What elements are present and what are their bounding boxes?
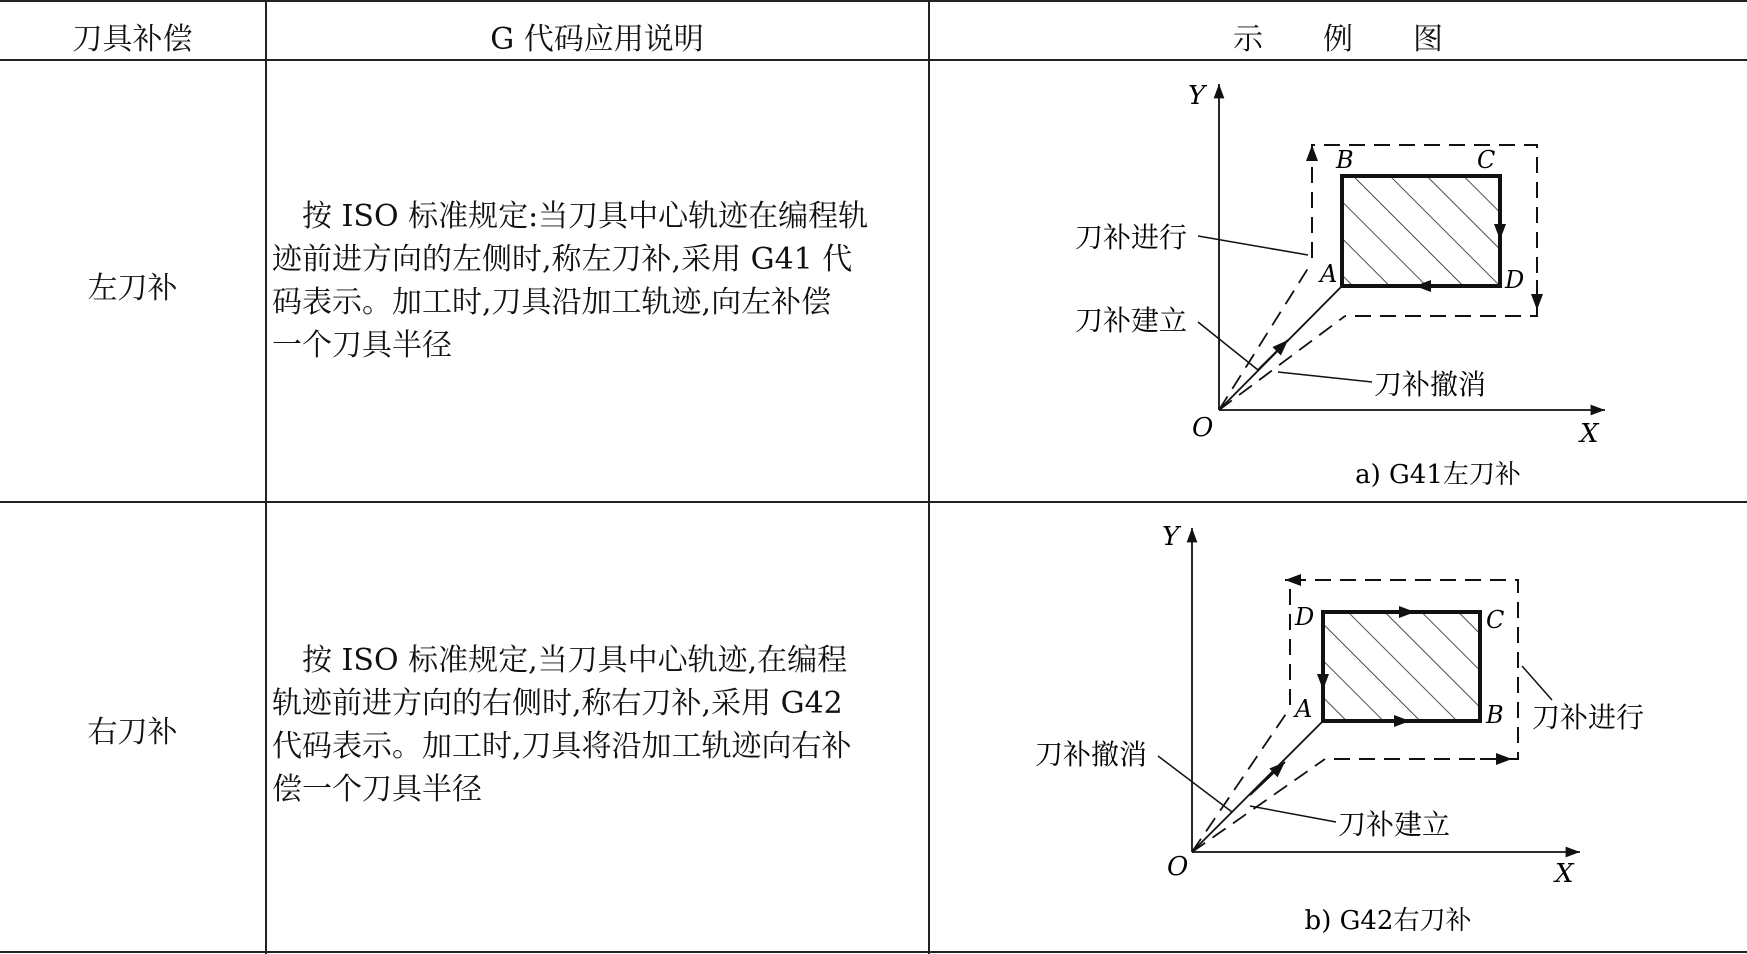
desc-line: 代码表示。加工时,刀具将沿加工轨迹向右补 bbox=[272, 729, 852, 764]
point-a: A bbox=[1295, 695, 1313, 723]
header-col-example: 示 例 图 bbox=[1233, 22, 1443, 57]
header-col-compensation: 刀具补偿 bbox=[72, 22, 193, 57]
desc-line: 按 ISO 标准规定,当刀具中心轨迹,在编程 bbox=[272, 643, 848, 678]
label-comp-build: 刀补建立 bbox=[1338, 808, 1451, 841]
label-comp-cancel: 刀补撤消 bbox=[1374, 368, 1487, 401]
desc-line: 轨迹前进方向的右侧时,称右刀补,采用 G42 bbox=[272, 686, 843, 721]
y-axis-label: Y bbox=[1162, 522, 1180, 552]
label-comp-build: 刀补建立 bbox=[1075, 304, 1188, 337]
caption-g42: b) G42右刀补 bbox=[1304, 906, 1472, 936]
desc-line: 迹前进方向的左侧时,称左刀补,采用 G41 代 bbox=[272, 242, 853, 277]
workpiece-rect bbox=[1323, 612, 1480, 721]
origin-label: O bbox=[1167, 852, 1189, 882]
label-comp-cancel: 刀补撤消 bbox=[1035, 738, 1148, 771]
x-axis-label: X bbox=[1555, 859, 1574, 889]
desc-line: 一个刀具半径 bbox=[272, 328, 452, 363]
row-right-comp-name: 右刀补 bbox=[87, 715, 178, 750]
x-axis-label: X bbox=[1580, 419, 1599, 449]
caption-g41: a) G41左刀补 bbox=[1355, 460, 1521, 490]
origin-label: O bbox=[1192, 413, 1214, 443]
point-a: A bbox=[1320, 260, 1338, 288]
label-comp-run: 刀补进行 bbox=[1075, 221, 1188, 254]
point-b: B bbox=[1336, 146, 1354, 174]
point-b: B bbox=[1486, 701, 1504, 729]
y-axis-label: Y bbox=[1188, 81, 1206, 111]
header-col-gcode: G 代码应用说明 bbox=[490, 22, 704, 57]
point-d: D bbox=[1505, 266, 1525, 294]
label-comp-run: 刀补进行 bbox=[1532, 701, 1645, 734]
desc-line: 码表示。加工时,刀具沿加工轨迹,向左补偿 bbox=[272, 285, 832, 320]
point-c: C bbox=[1477, 146, 1496, 174]
desc-line: 按 ISO 标准规定:当刀具中心轨迹在编程轨 bbox=[272, 199, 869, 234]
point-d: D bbox=[1295, 603, 1315, 631]
desc-line: 偿一个刀具半径 bbox=[272, 772, 482, 807]
row-left-comp-name: 左刀补 bbox=[87, 271, 178, 306]
point-c: C bbox=[1486, 606, 1505, 634]
